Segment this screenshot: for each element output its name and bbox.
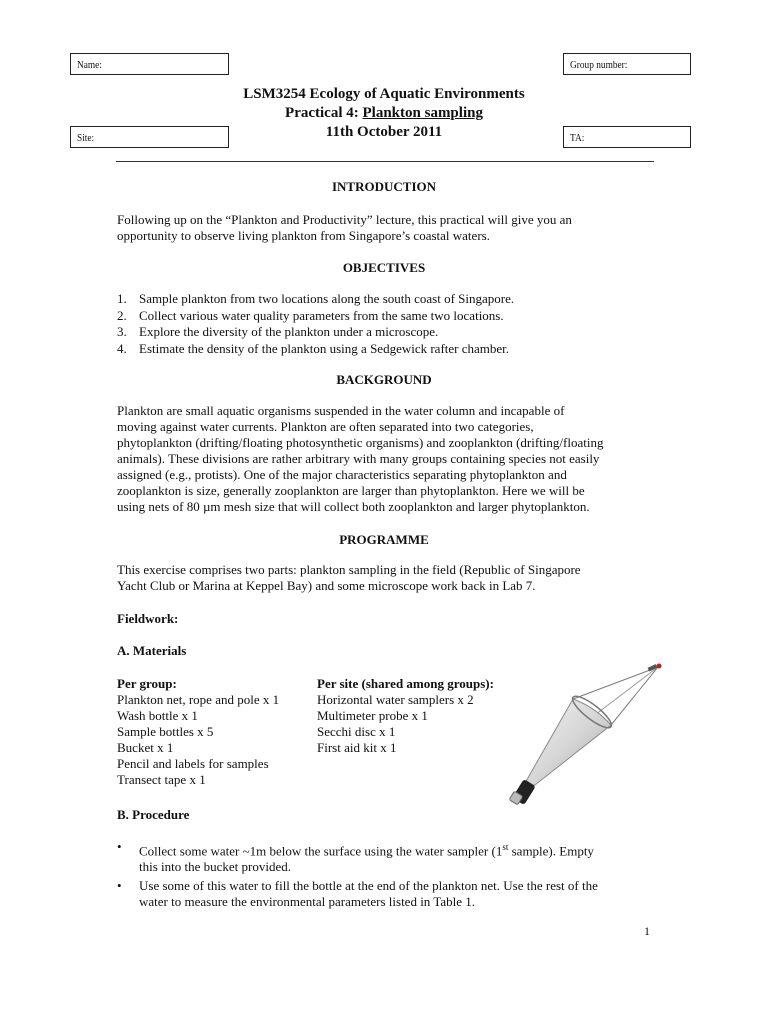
item-text: Sample plankton from two locations along the south coast of Singapore. [139,291,515,306]
list-item: Wash bottle x 1 [117,708,198,723]
list-item: Multimeter probe x 1 [317,708,428,723]
background-line: using nets of 80 µm mesh size that will collect both zooplankton and larger phytoplankton. [117,499,590,514]
materials-heading: A. Materials [117,643,187,658]
item-text: Explore the diversity of the plankton under a microscope. [139,324,439,339]
bullet-text: Collect some water ~1m below the surface using the water sampler (1 [139,843,503,859]
background-heading: BACKGROUND [336,372,432,387]
fieldwork-heading: Fieldwork: [117,611,179,626]
group-number-label: Group number: [570,59,628,71]
programme-heading: PROGRAMME [339,532,429,547]
bullet-line: water to measure the environmental parameters listed in Table 1. [139,894,476,910]
list-item: Horizontal water samplers x 2 [317,692,474,707]
group-number-field[interactable] [563,53,691,75]
header-divider [116,161,654,162]
name-label: Name: [77,59,102,71]
introduction-heading: INTRODUCTION [331,179,436,194]
item-number: 2. [117,307,127,323]
list-item: Bucket x 1 [117,740,174,755]
item-number: 3. [117,324,127,339]
list-item [117,341,514,358]
introduction-line: Following up on the “Plankton and Productivity” lecture, this practical will give you an [117,212,572,227]
ta-label: TA: [570,132,585,144]
background-line: zooplankton is size, generally zooplankton are larger than phytoplankton. Here we will be [117,483,585,498]
bullet-line [139,839,657,859]
towing-swivel [648,664,658,671]
programme-line: This exercise comprises two parts: plankton sampling in the field (Republic of Singapore [117,562,581,577]
programme-line: Yacht Club or Marina at Keppel Bay) and some microscope work back in Lab 7. [117,578,536,593]
name-field[interactable] [70,53,229,75]
objectives-list [117,291,514,357]
bullet-glyph: • [117,878,122,894]
procedure-list [117,839,657,913]
bullet-glyph: • [117,839,122,854]
bullet-line: Use some of this water to fill the bottle at the end of the plankton net. Use the rest of the [139,878,598,894]
list-item: Pencil and labels for samples [117,756,269,771]
introduction-line: opportunity to observe living plankton from Singapore’s coastal waters. [117,228,490,243]
practical-prefix: Practical 4: [285,105,363,121]
practical-date: 11th October 2011 [325,124,443,140]
programme-paragraph [117,562,657,594]
course-title: LSM3254 Ecology of Aquatic Environments [243,86,525,102]
per-site-list [317,676,494,756]
background-line: Plankton are small aquatic organisms suspended in the water column and incapable of [117,403,565,418]
background-line: assigned (e.g., protists). One of the major characteristics separating phytoplankton and [117,467,567,482]
list-item: Plankton net, rope and pole x 1 [117,692,280,707]
list-item: Sample bottles x 5 [117,724,214,739]
item-number: 1. [117,291,127,306]
list-item: Secchi disc x 1 [317,724,396,739]
background-line: phytoplankton (drifting/floating photosynthetic organisms) and zooplankton (drifting/floating [117,435,604,450]
procedure-heading: B. Procedure [117,807,190,822]
list-item [117,839,657,875]
bullet-line: this into the bucket provided. [139,859,292,875]
ordinal-suffix: st [502,842,509,852]
bullet-text: sample). Empty [508,843,594,859]
list-item [117,291,514,308]
practical-title [0,105,768,122]
site-label: Site: [77,132,95,144]
per-site-heading: Per site (shared among groups): [317,676,494,691]
list-item: Transect tape x 1 [117,772,206,787]
item-number: 4. [117,340,127,356]
per-group-heading: Per group: [117,676,177,691]
background-line: animals). These divisions are rather arbitrary with many groups containing species not easily [117,451,600,466]
list-item [117,308,514,325]
page-number: 1 [644,924,650,938]
list-item: First aid kit x 1 [317,740,397,755]
list-item [117,324,514,341]
plankton-net-image [495,655,670,815]
list-item [117,878,657,910]
per-group-list [117,676,279,788]
background-paragraph [117,403,657,515]
practical-topic: Plankton sampling [362,105,483,121]
item-text: Collect various water quality parameters from the same two locations. [139,307,504,323]
introduction-paragraph [117,212,657,244]
objectives-heading: OBJECTIVES [342,260,426,275]
item-text: Estimate the density of the plankton using a Sedgewick rafter chamber. [139,340,510,356]
background-line: moving against water currents. Plankton are often separated into two categories, [117,419,534,434]
